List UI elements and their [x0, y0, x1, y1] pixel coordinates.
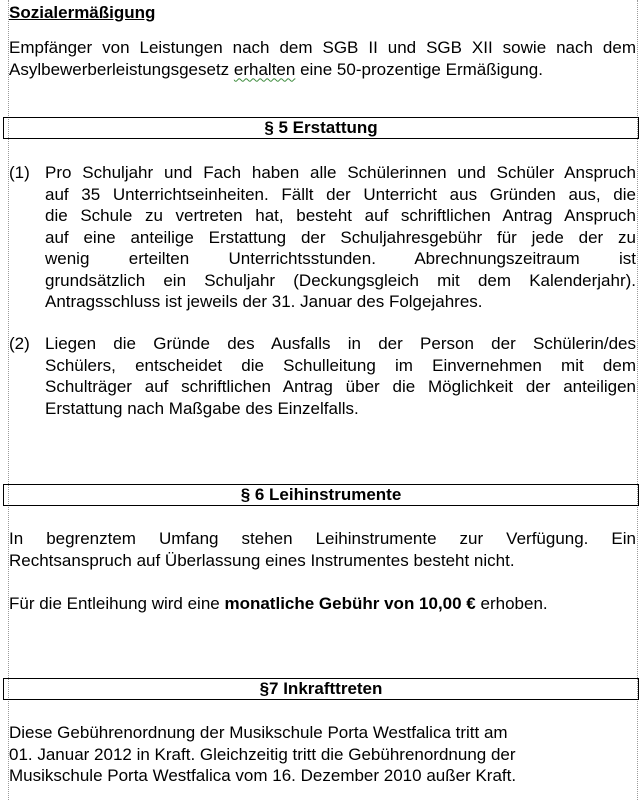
section-7-paragraph	[9, 722, 636, 787]
item-line: Liegen die Gründe des Ausfalls in der Person der Schülerin/des	[45, 334, 636, 353]
section-5-item-1	[9, 162, 636, 313]
paragraph-line	[9, 593, 636, 615]
item-line: die Schule zu vertreten hat, besteht auf schriftlichen Antrag Anspruch	[45, 206, 636, 225]
item-line: auf eine anteilige Erstattung der Schuljahresgebühr für jede der zu	[45, 227, 636, 247]
item-number: (2)	[9, 334, 30, 353]
paragraph-line: In begrenztem Umfang stehen Leihinstrumente zur Verfügung. Ein	[9, 529, 636, 548]
item-line: auf 35 Unterrichtseinheiten. Fällt der Unterricht aus Gründen aus, die	[45, 184, 636, 204]
paragraph-line: 01. Januar 2012 in Kraft. Gleichzeitig tritt die Gebührenordnung der	[9, 744, 516, 764]
section-5-item-2	[9, 333, 636, 419]
item-line: Antragsschluss ist jeweils der 31. Januar des Folgejahres.	[45, 292, 483, 311]
text-segment: Für die Entleihung wird eine	[9, 594, 225, 613]
paragraph-line: Diese Gebührenordnung der Musikschule Porta Westfalica tritt am	[9, 723, 508, 742]
social-discount-heading: Sozialermäßigung	[9, 3, 156, 22]
item-number: (1)	[9, 163, 30, 182]
text-segment: erhoben.	[475, 594, 548, 613]
item-line: Schulträger auf schriftlichen Antrag über die Möglichkeit der anteiligen	[45, 377, 636, 396]
section-6-paragraph-1	[9, 528, 636, 571]
section-6-heading: § 6 Leihinstrumente	[3, 484, 639, 506]
monthly-fee-text: monatliche Gebühr von 10,00 €	[224, 594, 476, 613]
item-line: Schülers, entscheidet die Schulleitung im Einvernehmen mit dem	[45, 355, 636, 375]
item-line: Erstattung nach Maßgabe des Einzelfalls.	[45, 398, 359, 418]
item-line: wenig erteilten Unterrichtsstunden. Abrechnungszeitraum ist	[45, 249, 636, 268]
text-segment: eine 50-prozentige Ermäßigung.	[295, 59, 543, 79]
text-segment: Asylbewerberleistungsgesetz	[9, 59, 234, 79]
item-line: Pro Schuljahr und Fach haben alle Schülerinnen und Schüler Anspruch	[45, 163, 636, 182]
grammar-flagged-word: erhalten	[233, 59, 296, 79]
social-discount-paragraph	[9, 37, 636, 80]
section-7-heading: §7 Inkrafttreten	[3, 678, 639, 700]
paragraph-line: Rechtsanspruch auf Überlassung eines Instrumentes besteht nicht.	[9, 550, 515, 570]
item-line: grundsätzlich ein Schuljahr (Deckungsgleich mit dem Kalenderjahr).	[45, 270, 636, 290]
item-body	[45, 333, 636, 419]
section-6-paragraph-2	[9, 593, 636, 615]
section-5-heading: § 5 Erstattung	[3, 117, 639, 139]
paragraph-line: Musikschule Porta Westfalica vom 16. Dezember 2010 außer Kraft.	[9, 766, 517, 785]
social-discount-line-1: Empfänger von Leistungen nach dem SGB II und SGB XII sowie nach dem	[9, 38, 636, 57]
social-discount-line-2	[9, 59, 636, 81]
item-body	[45, 162, 636, 313]
